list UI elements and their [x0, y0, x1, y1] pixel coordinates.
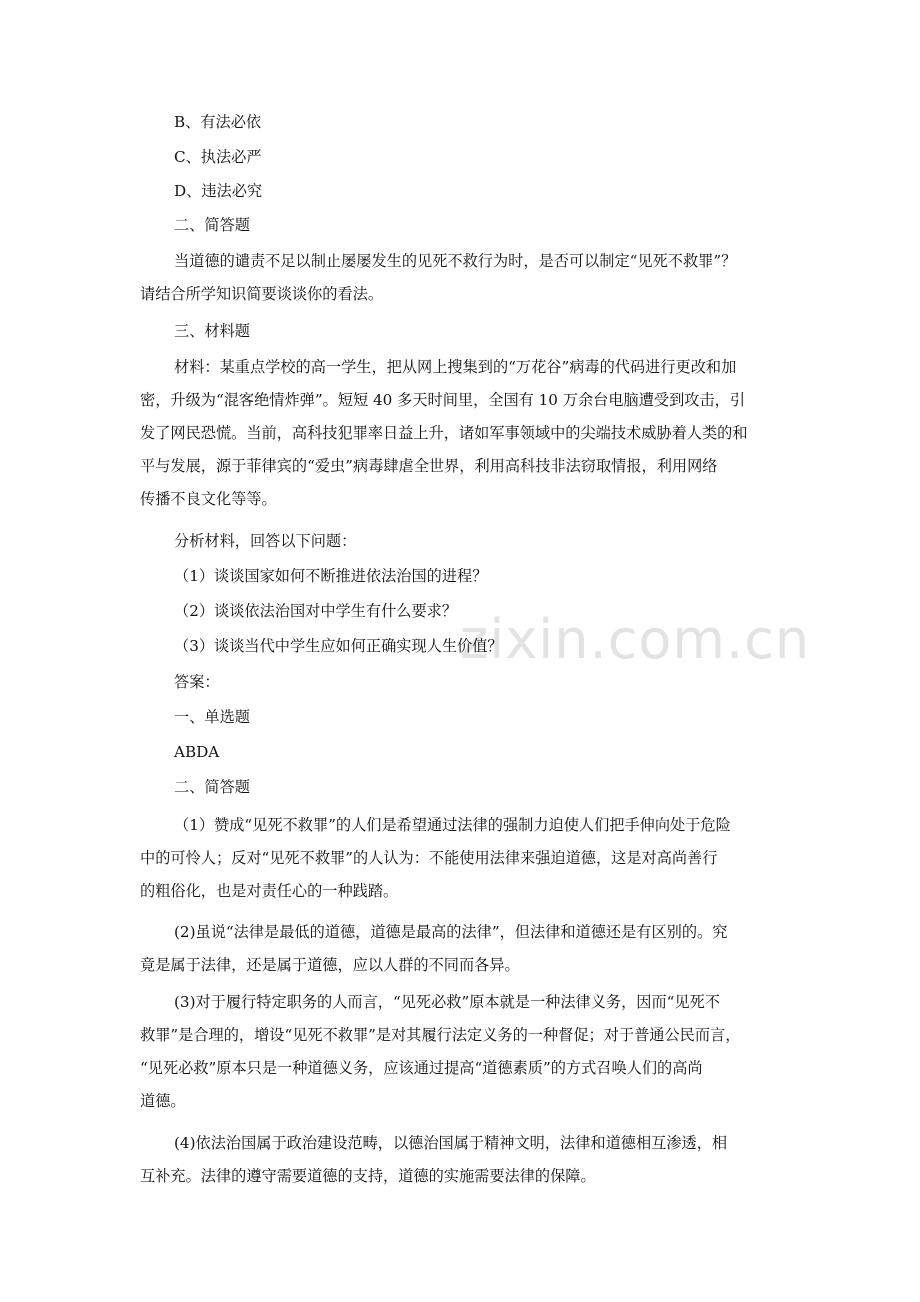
answer-line: （1）赞成“见死不救罪”的人们是希望通过法律的强制力迫使人们把手伸向处于危险 [174, 816, 731, 834]
sub-question-1: （1）谈谈国家如何不断推进依法治国的进程？ [174, 567, 488, 585]
answer-paragraph-4 [140, 1127, 780, 1193]
material-paragraph [140, 351, 780, 516]
section-title-short-answer: 二、简答题 [174, 216, 250, 234]
answer-label: 答案： [174, 673, 220, 691]
material-line: 平与发展，源于菲律宾的“爱虫”病毒肆虐全世界，利用高科技非法窃取情报，利用网络 [140, 457, 718, 475]
material-line: 传播不良文化等等。 [140, 490, 277, 508]
answer-line: 道德。 [140, 1092, 186, 1110]
answer-line: 中的可怜人；反对“见死不救罪”的人认为：不能使用法律来强迫道德，这是对高尚善行 [140, 849, 718, 867]
option-c: C、执法必严 [174, 148, 262, 166]
answer-line: (3)对于履行特定职务的人而言，“见死必救”原本就是一种法律义务，因而“见死不 [174, 993, 720, 1011]
answer-paragraph-3 [140, 986, 780, 1118]
material-line: 发了网民恐慌。当前，高科技犯罪率日益上升，诸如军事领域中的尖端技术威胁着人类的和 [140, 424, 748, 442]
answer-line: 互补充。法律的遵守需要道德的支持，道德的实施需要法律的保障。 [140, 1167, 596, 1185]
material-line: 密，升级为“混客绝情炸弹”。短短 40 多天时间里，全国有 10 万余台电脑遭受到攻击，引 [140, 391, 746, 409]
answer-line: (4)依法治国属于政治建设范畴，以德治国属于精神文明，法律和道德相互渗透，相 [174, 1134, 728, 1152]
answer-paragraph-1 [140, 809, 780, 908]
question-line: 请结合所学知识简要谈谈你的看法。 [140, 285, 383, 303]
answer-paragraph-2 [140, 916, 780, 982]
question-line: 当道德的谴责不足以制止屡屡发生的见死不救行为时，是否可以制定“见死不救罪”？ [174, 252, 737, 270]
option-d: D、违法必究 [174, 182, 263, 200]
section-title-material: 三、材料题 [174, 322, 250, 340]
option-b: B、有法必依 [174, 113, 262, 131]
answer-choice-value: ABDA [174, 743, 220, 761]
answer-section-choice: 一、单选题 [174, 708, 250, 726]
answer-line: 救罪”是合理的，增设“见死不救罪”是对其履行法定义务的一种督促；对于普通公民而言， [140, 1026, 741, 1044]
answer-section-short: 二、简答题 [174, 778, 250, 796]
question-paragraph [140, 245, 780, 311]
answer-line: 竟是属于法律，还是属于道德，应以人群的不同而各异。 [140, 956, 520, 974]
sub-question-3: （3）谈谈当代中学生应如何正确实现人生价值？ [174, 637, 503, 655]
analyze-prompt: 分析材料，回答以下问题： [174, 532, 357, 550]
answer-line: (2)虽说“法律是最低的道德，道德是最高的法律”，但法律和道德还是有区别的。究 [174, 923, 728, 941]
answer-line: “见死必救”原本只是一种道德义务，应该通过提高“道德素质”的方式召唤人们的高尚 [140, 1059, 703, 1077]
material-line: 材料：某重点学校的高一学生，把从网上搜集到的“万花谷”病毒的代码进行更改和加 [174, 358, 737, 376]
answer-line: 的粗俗化，也是对责任心的一种践踏。 [140, 882, 399, 900]
sub-question-2: （2）谈谈依法治国对中学生有什么要求？ [174, 602, 458, 620]
watermark: zixin.com.cn [460, 608, 811, 671]
